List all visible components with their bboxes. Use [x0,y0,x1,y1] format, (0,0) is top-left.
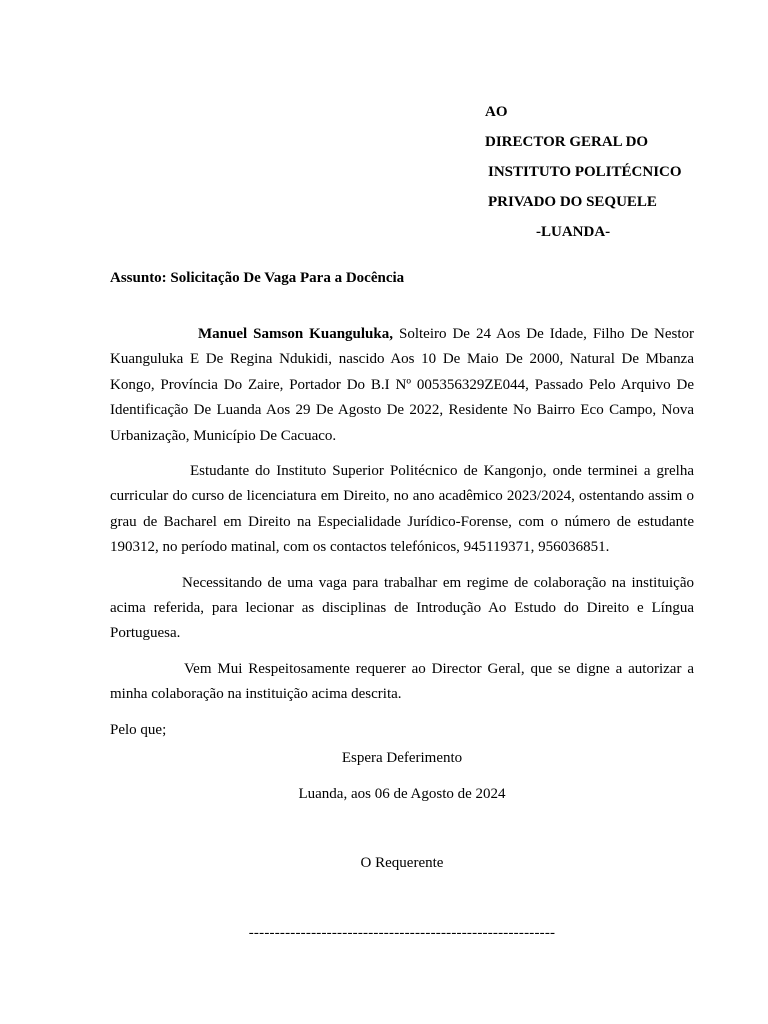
date-line: Luanda, aos 06 de Agosto de 2024 [298,786,506,802]
paragraph-identification [110,322,694,449]
paragraph-education: Estudante do Instituto Superior Politécnico de Kangonjo, onde terminei a grelha curricular do curso de licenciatura em Direito, no ano acadêmico 2023/2024, ostentando assim o grau de Bacharel em Direito na Especialidade Jurídico-Forense, com o número de estudante 190312, no período matinal, com os contactos telefónicos, 945119371, 956036851. [110,463,694,556]
paragraph-pelo-que: Pelo que; [110,721,167,738]
paragraph-request-reason: Necessitando de uma vaga para trabalhar em regime de colaboração na instituição acima referida, para lecionar as disciplinas de Introdução Ao Estudo do Direito e Língua Portuguesa. [110,574,694,642]
addressee-block [485,101,682,251]
addressee-line-3: INSTITUTO POLITÉCNICO [488,164,682,180]
addressee-line-5: -LUANDA- [536,224,611,240]
addressee-line-2: DIRECTOR GERAL DO [485,134,649,150]
subject-line: Assunto: Solicitação De Vaga Para a Docência [110,270,405,286]
closing-text: Espera Deferimento [341,750,463,766]
paragraph-request: Vem Mui Respeitosamente requerer ao Director Geral, que se digne a autorizar a minha colaboração na instituição acima descrita. [110,660,694,703]
applicant-name: Manuel Samson Kuanguluka, [198,326,393,342]
addressee-line-4: PRIVADO DO SEQUELE [488,194,657,210]
addressee-line-1: AO [485,104,508,120]
signature-line: ----------------------------------------------------------- [248,925,556,941]
letter-body [110,322,694,743]
requester-label: O Requerente [360,855,444,871]
identification-text: Solteiro De 24 Aos De Idade, Filho De Nestor Kuanguluka E De Regina Ndukidi, nascido Aos 10 De Maio De 2000, Natural De Mbanza Kongo, Província Do Zaire, Portador Do B.I Nº 005356329ZE044, Passado Pelo Arquivo De Identificação De Luanda Aos 29 De Agosto De 2022, Residente No Bairro Eco Campo, Nova Urbanização, Município De Cacuaco. [110,326,694,444]
